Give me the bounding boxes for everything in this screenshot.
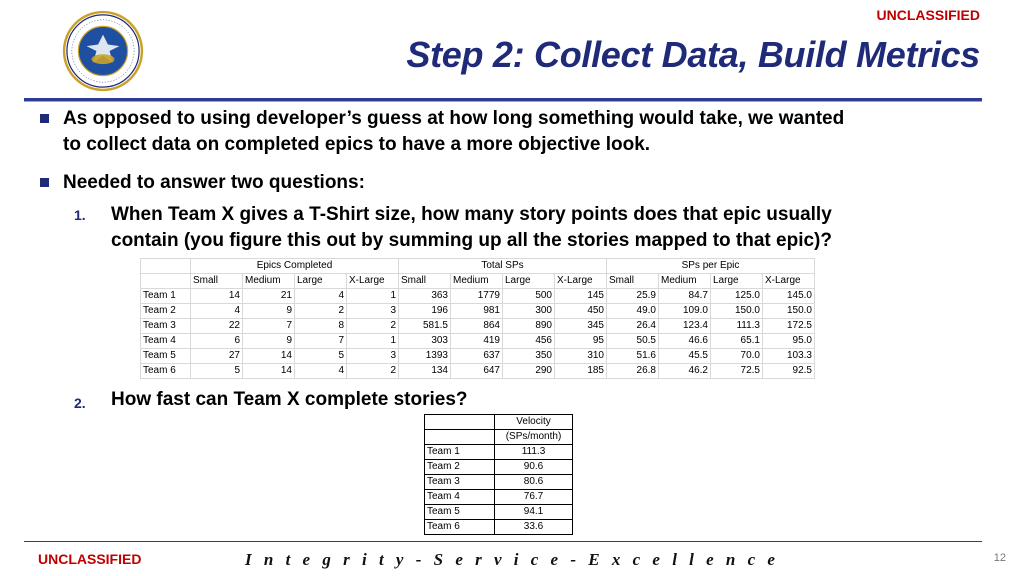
size-header: Small (607, 274, 659, 289)
epics-table (140, 258, 815, 379)
velocity-value-cell: 33.6 (495, 520, 573, 535)
total-sps-cell: 637 (451, 349, 503, 364)
question-1-line-1: When Team X gives a T-Shirt size, how many story points does that epic usually (111, 204, 832, 225)
total-sps-cell: 310 (555, 349, 607, 364)
epics-completed-cell: 6 (191, 334, 243, 349)
sps-per-epic-cell: 150.0 (711, 304, 763, 319)
total-sps-cell: 134 (399, 364, 451, 379)
total-sps-cell: 1393 (399, 349, 451, 364)
size-header: X-Large (763, 274, 815, 289)
epics-completed-cell: 5 (191, 364, 243, 379)
total-sps-cell: 864 (451, 319, 503, 334)
sps-per-epic-cell: 26.8 (607, 364, 659, 379)
total-sps-cell: 581.5 (399, 319, 451, 334)
sps-per-epic-cell: 111.3 (711, 319, 763, 334)
sps-per-epic-cell: 65.1 (711, 334, 763, 349)
table-row (425, 445, 573, 460)
group-header-epics-completed: Epics Completed (191, 259, 399, 274)
bullet-1-line-2: to collect data on completed epics to have a more objective look. (63, 134, 651, 155)
air-force-seal-icon (62, 10, 144, 92)
sps-per-epic-cell: 125.0 (711, 289, 763, 304)
epics-completed-cell: 21 (243, 289, 295, 304)
classification-banner-bottom: UNCLASSIFIED (38, 551, 142, 567)
size-header: Large (503, 274, 555, 289)
size-header: X-Large (555, 274, 607, 289)
velocity-header: Velocity (495, 415, 573, 430)
table-row (141, 319, 815, 334)
total-sps-cell: 196 (399, 304, 451, 319)
size-header: Large (295, 274, 347, 289)
table-row (141, 349, 815, 364)
epics-completed-cell: 9 (243, 304, 295, 319)
sps-per-epic-cell: 84.7 (659, 289, 711, 304)
bullet-square-icon (40, 114, 49, 123)
epics-completed-cell: 14 (243, 349, 295, 364)
table-row (425, 505, 573, 520)
team-name-cell: Team 3 (425, 475, 495, 490)
bullet-1-line-1: As opposed to using developer’s guess at how long something would take, we wanted (63, 108, 845, 129)
group-header-sps-per-epic: SPs per Epic (607, 259, 815, 274)
epics-completed-cell: 2 (347, 319, 399, 334)
sps-per-epic-cell: 92.5 (763, 364, 815, 379)
velocity-value-cell: 111.3 (495, 445, 573, 460)
epics-completed-cell: 7 (295, 334, 347, 349)
total-sps-cell: 500 (503, 289, 555, 304)
size-header: Large (711, 274, 763, 289)
epics-completed-cell: 3 (347, 349, 399, 364)
total-sps-cell: 456 (503, 334, 555, 349)
total-sps-cell: 185 (555, 364, 607, 379)
sps-per-epic-cell: 25.9 (607, 289, 659, 304)
sps-per-epic-cell: 70.0 (711, 349, 763, 364)
table-row (425, 460, 573, 475)
table-blank-cell (141, 274, 191, 289)
footer-motto: I n t e g r i t y - S e r v i c e - E x c e l l e n c e (245, 550, 779, 569)
size-header: Medium (243, 274, 295, 289)
epics-completed-cell: 3 (347, 304, 399, 319)
total-sps-cell: 419 (451, 334, 503, 349)
sps-per-epic-cell: 123.4 (659, 319, 711, 334)
sps-per-epic-cell: 45.5 (659, 349, 711, 364)
sps-per-epic-cell: 150.0 (763, 304, 815, 319)
title-divider (24, 98, 982, 102)
total-sps-cell: 981 (451, 304, 503, 319)
epics-completed-cell: 8 (295, 319, 347, 334)
sps-per-epic-cell: 50.5 (607, 334, 659, 349)
sps-per-epic-cell: 145.0 (763, 289, 815, 304)
table-row (141, 364, 815, 379)
total-sps-cell: 290 (503, 364, 555, 379)
velocity-header-row-1 (425, 415, 573, 430)
velocity-value-cell: 76.7 (495, 490, 573, 505)
question-2-line-1: How fast can Team X complete stories? (111, 389, 468, 410)
total-sps-cell: 450 (555, 304, 607, 319)
sps-per-epic-cell: 46.2 (659, 364, 711, 379)
team-name-cell: Team 6 (425, 520, 495, 535)
epics-completed-cell: 9 (243, 334, 295, 349)
velocity-header-row-2 (425, 430, 573, 445)
size-header: X-Large (347, 274, 399, 289)
velocity-value-cell: 90.6 (495, 460, 573, 475)
table-row (425, 520, 573, 535)
total-sps-cell: 95 (555, 334, 607, 349)
total-sps-cell: 350 (503, 349, 555, 364)
total-sps-cell: 1779 (451, 289, 503, 304)
table-row (141, 289, 815, 304)
question-2-number: 2. (74, 395, 86, 411)
team-name-cell: Team 5 (425, 505, 495, 520)
epics-completed-cell: 14 (191, 289, 243, 304)
size-header: Medium (451, 274, 503, 289)
sps-per-epic-cell: 26.4 (607, 319, 659, 334)
team-name-cell: Team 1 (425, 445, 495, 460)
epics-completed-cell: 7 (243, 319, 295, 334)
page-number: 12 (993, 552, 1006, 564)
sps-per-epic-cell: 109.0 (659, 304, 711, 319)
velocity-table (424, 414, 573, 535)
team-name-cell: Team 2 (141, 304, 191, 319)
sps-per-epic-cell: 49.0 (607, 304, 659, 319)
table-corner-cell (141, 259, 191, 274)
sps-per-epic-cell: 172.5 (763, 319, 815, 334)
total-sps-cell: 303 (399, 334, 451, 349)
sps-per-epic-cell: 51.6 (607, 349, 659, 364)
table-blank-cell (425, 415, 495, 430)
velocity-value-cell: 80.6 (495, 475, 573, 490)
table-row (141, 334, 815, 349)
table-row (425, 490, 573, 505)
epics-completed-cell: 4 (191, 304, 243, 319)
team-name-cell: Team 1 (141, 289, 191, 304)
table-size-header-row (141, 274, 815, 289)
sps-per-epic-cell: 46.6 (659, 334, 711, 349)
total-sps-cell: 647 (451, 364, 503, 379)
total-sps-cell: 300 (503, 304, 555, 319)
epics-completed-cell: 1 (347, 334, 399, 349)
sps-per-epic-cell: 72.5 (711, 364, 763, 379)
size-header: Medium (659, 274, 711, 289)
total-sps-cell: 145 (555, 289, 607, 304)
velocity-header-unit: (SPs/month) (495, 430, 573, 445)
slide-title: Step 2: Collect Data, Build Metrics (406, 34, 980, 75)
classification-banner-top: UNCLASSIFIED (876, 7, 980, 23)
epics-completed-cell: 4 (295, 289, 347, 304)
table-row (141, 304, 815, 319)
team-name-cell: Team 6 (141, 364, 191, 379)
velocity-value-cell: 94.1 (495, 505, 573, 520)
epics-completed-cell: 22 (191, 319, 243, 334)
total-sps-cell: 363 (399, 289, 451, 304)
epics-completed-cell: 14 (243, 364, 295, 379)
question-1-number: 1. (74, 207, 86, 223)
table-blank-cell (425, 430, 495, 445)
table-row (425, 475, 573, 490)
question-1-line-2: contain (you figure this out by summing up all the stories mapped to that epic)? (111, 230, 832, 251)
total-sps-cell: 345 (555, 319, 607, 334)
sps-per-epic-cell: 95.0 (763, 334, 815, 349)
epics-completed-cell: 5 (295, 349, 347, 364)
table-group-header-row (141, 259, 815, 274)
epics-completed-cell: 2 (347, 364, 399, 379)
bullet-2-text: Needed to answer two questions: (63, 172, 365, 193)
bullet-square-icon (40, 178, 49, 187)
team-name-cell: Team 4 (425, 490, 495, 505)
epics-completed-cell: 1 (347, 289, 399, 304)
total-sps-cell: 890 (503, 319, 555, 334)
size-header: Small (399, 274, 451, 289)
sps-per-epic-cell: 103.3 (763, 349, 815, 364)
team-name-cell: Team 2 (425, 460, 495, 475)
team-name-cell: Team 5 (141, 349, 191, 364)
epics-completed-cell: 4 (295, 364, 347, 379)
footer-divider (24, 541, 982, 542)
epics-completed-cell: 27 (191, 349, 243, 364)
size-header: Small (191, 274, 243, 289)
team-name-cell: Team 4 (141, 334, 191, 349)
epics-completed-cell: 2 (295, 304, 347, 319)
group-header-total-sps: Total SPs (399, 259, 607, 274)
team-name-cell: Team 3 (141, 319, 191, 334)
